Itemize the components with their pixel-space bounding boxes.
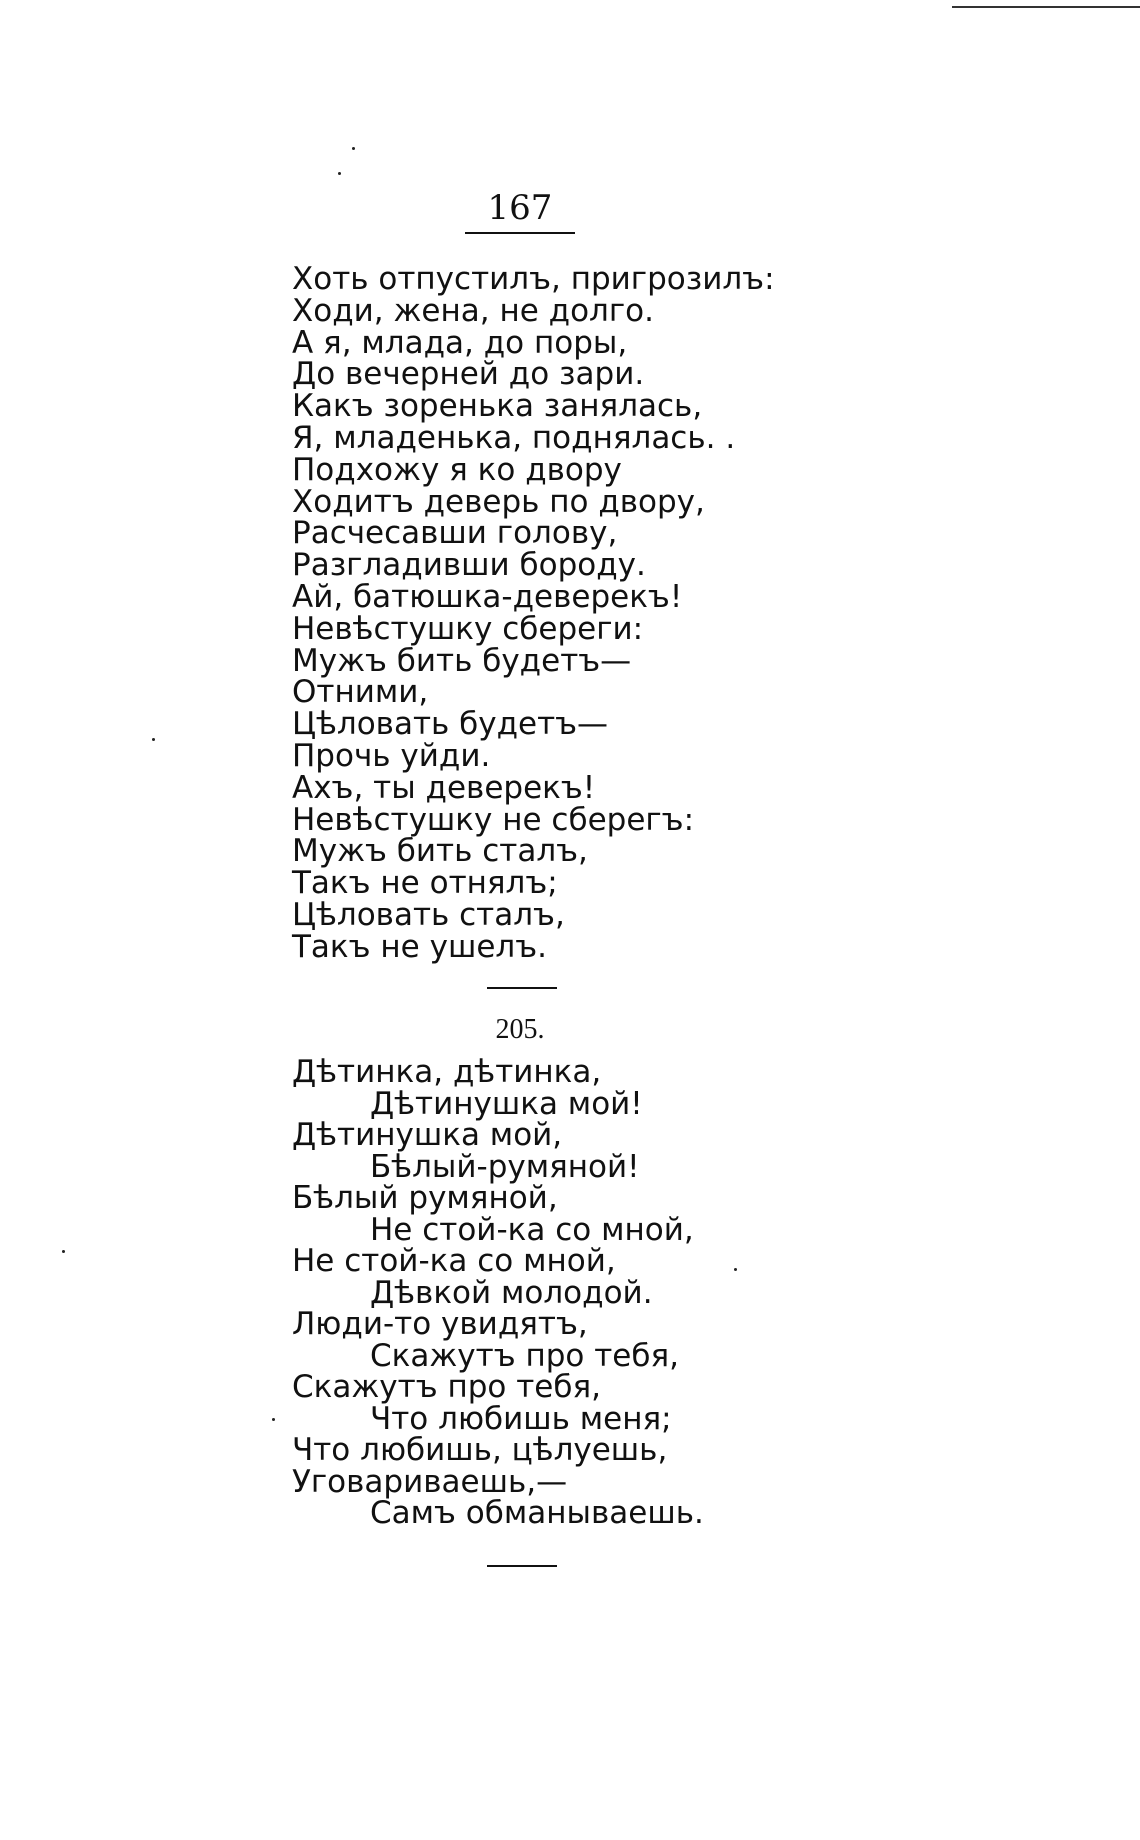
poem-line: Не стой-ка со мной, bbox=[292, 1243, 616, 1279]
page-number-underline bbox=[465, 232, 575, 234]
poem-line: Уговариваешь,— bbox=[292, 1463, 568, 1500]
poem-line: Такъ не отнялъ; bbox=[292, 865, 558, 902]
poem-continued-stanza bbox=[292, 261, 775, 965]
poem-line: Цѣловать будетъ— bbox=[292, 706, 609, 743]
poem-line: Ай, батюшка-деверекъ! bbox=[292, 578, 683, 615]
poem-line: Ходитъ деверь по двору, bbox=[292, 483, 705, 520]
poem-line: Не стой-ка со мной, bbox=[370, 1211, 694, 1248]
poem-line: Ахъ, ты деверекъ! bbox=[292, 769, 596, 806]
poem-line: Я, младенька, поднялась. . bbox=[292, 419, 736, 456]
poem-line: Подхожу я ко двору bbox=[292, 451, 622, 488]
scan-speck bbox=[152, 738, 155, 741]
poem-line: Бѣлый-румяной! bbox=[370, 1148, 640, 1185]
top-edge-rule bbox=[952, 6, 1140, 8]
poem-line: Прочь уйди. bbox=[292, 737, 491, 774]
poem-line: Мужъ бить будетъ— bbox=[292, 642, 632, 679]
poem-line: Разгладивши бороду. bbox=[292, 547, 646, 584]
scan-speck bbox=[62, 1250, 65, 1253]
poem-line: Невѣстушку сбереги: bbox=[292, 610, 644, 647]
poem-number: 205. bbox=[495, 1014, 545, 1045]
scan-speck bbox=[338, 172, 341, 175]
poem-line: Дѣтинушка мой, bbox=[292, 1117, 563, 1153]
poem-line: Расчесавши голову, bbox=[292, 515, 618, 552]
poem-line: А я, млада, до поры, bbox=[292, 324, 628, 361]
poem-line: Что любишь, цѣлуешь, bbox=[292, 1432, 668, 1468]
section-divider bbox=[487, 1565, 557, 1567]
poem-line: Дѣтинушка мой! bbox=[370, 1085, 643, 1122]
poem-line: Какъ зоренька занялась, bbox=[292, 388, 703, 425]
scan-speck bbox=[352, 147, 355, 150]
poem-line: Ходи, жена, не долго. bbox=[292, 292, 654, 329]
poem-line: Что любишь меня; bbox=[370, 1400, 672, 1437]
poem-line: Люди-то увидятъ, bbox=[292, 1306, 588, 1342]
poem-line: Скажутъ про тебя, bbox=[292, 1369, 601, 1405]
poem-line: Скажутъ про тебя, bbox=[370, 1337, 679, 1374]
poem-line: Мужъ бить сталъ, bbox=[292, 833, 588, 870]
poem-line: Самъ обманываешь. bbox=[370, 1495, 704, 1531]
poem-line: Цѣловать сталъ, bbox=[292, 896, 565, 933]
poem-line: Дѣтинка, дѣтинка, bbox=[292, 1054, 602, 1090]
scan-speck bbox=[734, 1268, 737, 1271]
poem-line: Бѣлый румяной, bbox=[292, 1180, 558, 1216]
poem-line: Такъ не ушелъ. bbox=[292, 928, 547, 965]
poem-line: Дѣвкой молодой. bbox=[370, 1274, 653, 1311]
section-divider bbox=[487, 987, 557, 989]
poem-205-text bbox=[292, 1054, 704, 1531]
poem-line: До вечерней до зари. bbox=[292, 356, 645, 393]
poem-line: Невѣстушку не сберегъ: bbox=[292, 801, 695, 838]
page-number: 167 bbox=[487, 188, 553, 228]
poem-line: Отними, bbox=[292, 674, 429, 711]
scan-speck bbox=[272, 1418, 275, 1421]
poem-line: Хоть отпустилъ, пригрозилъ: bbox=[292, 261, 775, 297]
